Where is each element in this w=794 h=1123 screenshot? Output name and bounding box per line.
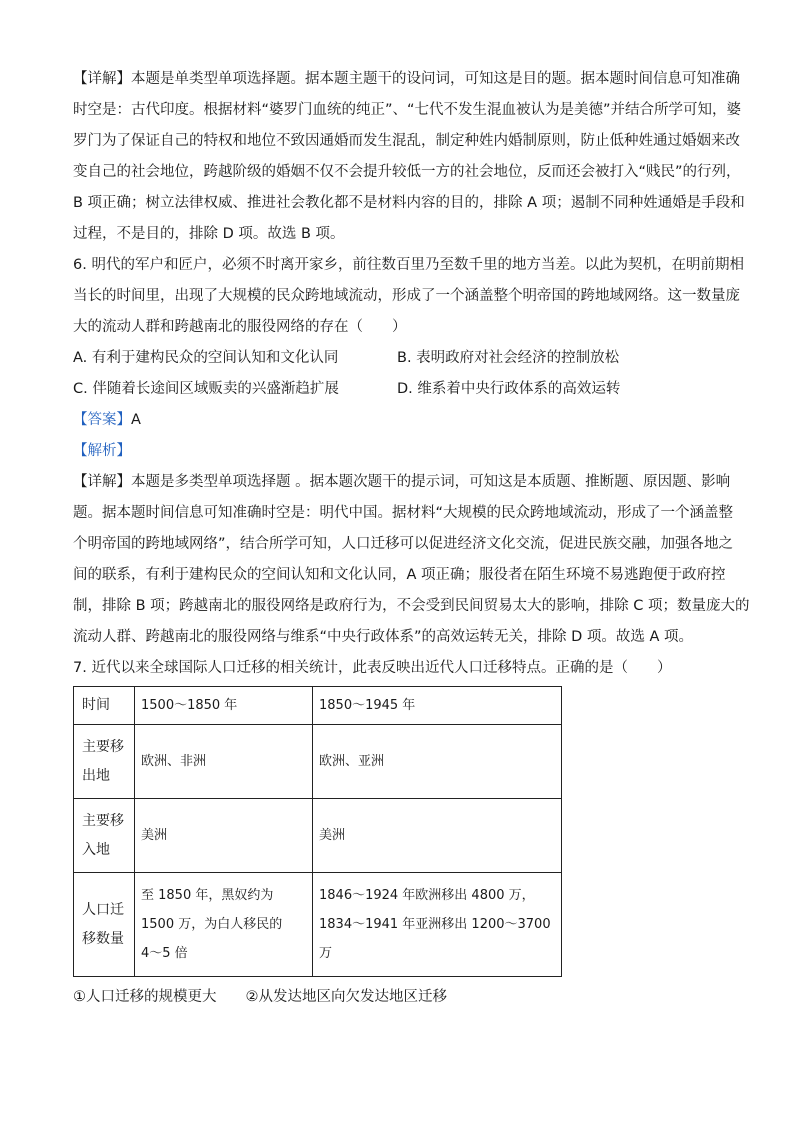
migration-table: [73, 686, 562, 977]
table-cell: 时间: [74, 687, 135, 725]
q5-detail-line-5: B 项正确；树立法律权威、推进社会教化都不是材料内容的目的，排除 A 项；遏制不同种姓通婚是手段和: [73, 195, 745, 211]
q6-option-a: A. 有利于建构民众的空间认知和文化认同: [73, 350, 339, 366]
q6-option-d: D. 维系着中央行政体系的高效运转: [397, 381, 621, 397]
q5-detail-line-4: 变自己的社会地位，跨越阶级的婚姻不仅不会提升较低一方的社会地位，反而还会被打入“贱民”的行列，: [73, 164, 741, 180]
q6-detail-line-1: 【详解】本题是多类型单项选择题 。据本题次题干的提示词，可知这是本质题、推断题、原因题、影响: [73, 474, 731, 490]
q6-detail-line-4: 间的联系，有利于建构民众的空间认知和文化认同，A 项正确；服役者在陌生环境不易逃跑便于政府控: [73, 567, 726, 583]
cell-line: 至 1850 年，黑奴约为: [141, 888, 274, 903]
table-cell: [74, 799, 135, 873]
q6-answer: [73, 410, 141, 430]
table-cell: 1850～1945 年: [313, 687, 562, 725]
cell-line: 入地: [82, 841, 110, 858]
q6-detail-line-2: 题。据本题时间信息可知准确时空是：明代中国。据材料“大规模的民众跨地域流动，形成了一个涵盖整: [73, 505, 734, 521]
cell-line: 4～5 倍: [141, 946, 188, 961]
cell-line: 1846～1924 年欧洲移出 4800 万，: [319, 888, 535, 903]
table-row: [74, 799, 562, 873]
answer-value: A: [131, 412, 141, 428]
q5-detail-line-3: 罗门为了保证自己的特权和地位不致因通婚而发生混乱，制定种姓内婚制原则，防止低种姓通过婚姻来改: [73, 133, 740, 149]
q6-analysis-tag: 【解析】: [73, 443, 131, 459]
q6-option-c: C. 伴随着长途间区域贩卖的兴盛渐趋扩展: [73, 381, 339, 397]
q5-detail-line-6: 过程，不是目的，排除 D 项。故选 B 项。: [73, 226, 345, 242]
cell-line: 1834～1941 年亚洲移出 1200～3700 万: [319, 917, 551, 961]
q6-option-b: B. 表明政府对社会经济的控制放松: [397, 350, 620, 366]
table-cell: 欧洲、亚洲: [313, 725, 562, 799]
table-cell: [135, 873, 313, 977]
cell-line: 出地: [82, 767, 110, 784]
cell-line: 人口迁: [82, 901, 124, 918]
q6-detail-line-5: 制，排除 B 项；跨越南北的服役网络是政府行为，不会受到民间贸易太大的影响，排除 C 项；数量庞大的: [73, 598, 750, 614]
answer-tag: 【答案】: [73, 412, 131, 428]
cell-line: 主要移: [82, 738, 124, 755]
table-cell: 美洲: [313, 799, 562, 873]
table-cell: 美洲: [135, 799, 313, 873]
q6-stem-line-2: 当长的时间里，出现了大规模的民众跨地域流动，形成了一个涵盖整个明帝国的跨地域网络。这一数量庞: [73, 288, 740, 304]
cell-line: 1500 万，为白人移民的: [141, 917, 283, 932]
cell-line: 移数量: [82, 930, 124, 947]
table-cell: 欧洲、非洲: [135, 725, 313, 799]
q7-statements: ①人口迁移的规模更大 ②从发达地区向欠发达地区迁移: [73, 989, 447, 1005]
q6-stem-line-3: 大的流动人群和跨越南北的服役网络的存在（ ）: [73, 319, 407, 335]
q6-detail-line-3: 个明帝国的跨地域网络”，结合所学可知，人口迁移可以促进经济文化交流，促进民族交融，加强各地之: [73, 536, 734, 552]
q6-stem-line-1: 6. 明代的军户和匠户，必须不时离开家乡，前往数百里乃至数千里的地方当差。以此为契机，在明前期相: [73, 257, 744, 273]
q7-stem: 7. 近代以来全球国际人口迁移的相关统计，此表反映出近代人口迁移特点。正确的是（ ）: [73, 660, 672, 676]
table-row: [74, 873, 562, 977]
table-cell: [74, 725, 135, 799]
table-row: [74, 725, 562, 799]
q5-detail-line-2: 时空是：古代印度。根据材料“婆罗门血统的纯正”、“七代不发生混血被认为是美德”并结合所学可知，婆: [73, 102, 742, 118]
table-cell: [313, 873, 562, 977]
table-row: [74, 687, 562, 725]
table-cell: 1500～1850 年: [135, 687, 313, 725]
q5-detail-line-1: 【详解】本题是单类型单项选择题。据本题主题干的设问词，可知这是目的题。据本题时间信息可知准确: [73, 71, 740, 87]
q6-detail-line-6: 流动人群、跨越南北的服役网络与维系“中央行政体系”的高效运转无关，排除 D 项。故选 A 项。: [73, 629, 694, 645]
table-cell: [74, 873, 135, 977]
cell-line: 主要移: [82, 812, 124, 829]
